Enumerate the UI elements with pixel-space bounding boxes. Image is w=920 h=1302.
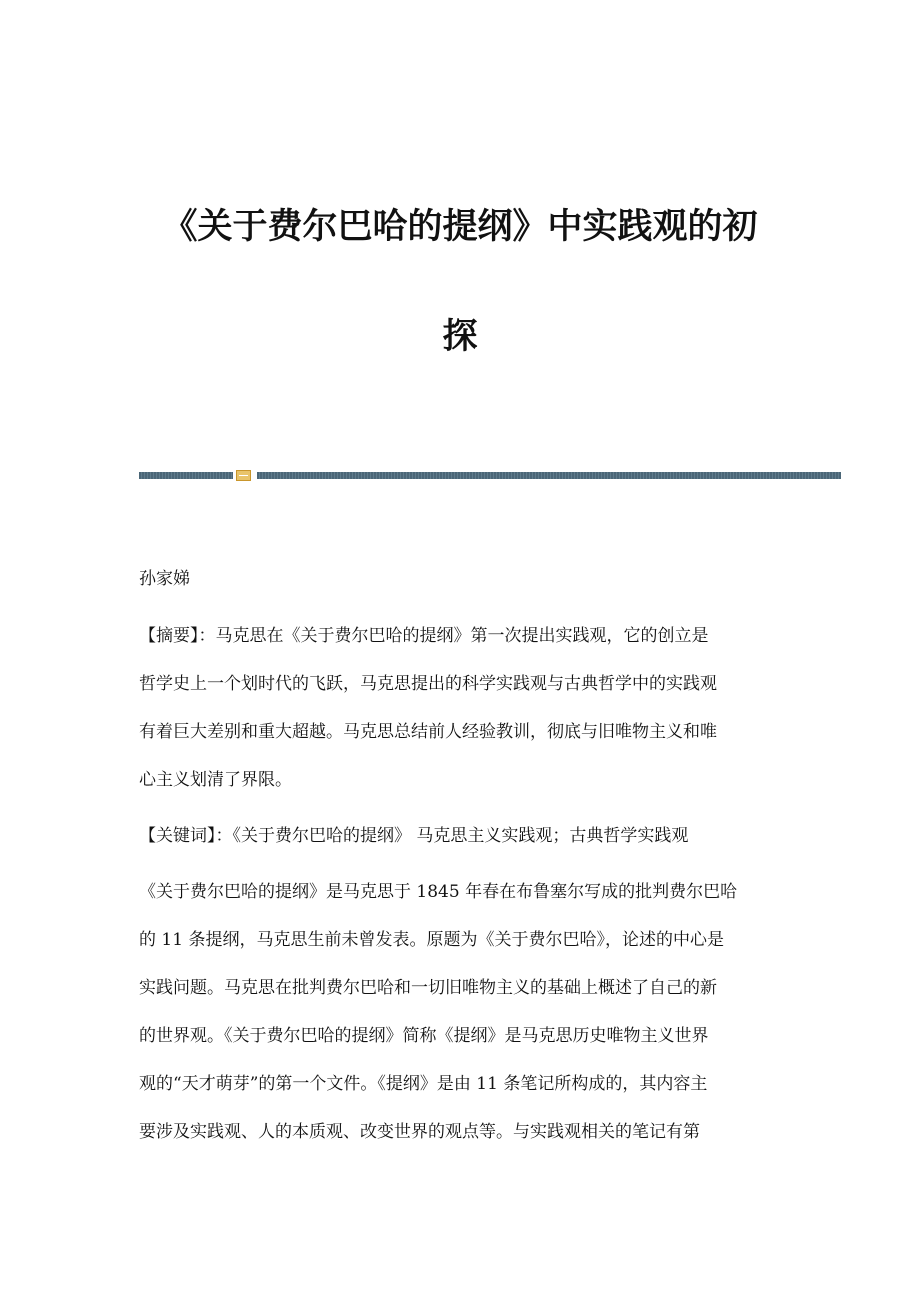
keywords-line: 【关键词】：《关于费尔巴哈的提纲》 马克思主义实践观；古典哲学实践观 [139,826,689,846]
divider-bar-right [257,472,841,479]
body-line: 的 11 条提纲，马克思生前未曾发表。原题为《关于费尔巴哈》，论述的中心是 [139,930,724,950]
title-line-2: 探 [442,317,478,357]
title-line-1: 《关于费尔巴哈的提纲》中实践观的初 [162,207,758,247]
body-line: 要涉及实践观、人的本质观、改变世界的观点等。与实践观相关的笔记有第 [139,1122,700,1142]
ornament-icon [236,470,251,481]
body-paragraph [139,880,789,1168]
body-line: 《关于费尔巴哈的提纲》是马克思于 1845 年春在布鲁塞尔写成的批判费尔巴哈 [139,882,738,902]
abstract-line: 哲学史上一个划时代的飞跃，马克思提出的科学实践观与古典哲学中的实践观 [139,674,717,694]
body-line: 实践问题。马克思在批判费尔巴哈和一切旧唯物主义的基础上概述了自己的新 [139,978,717,998]
abstract-line: 心主义划清了界限。 [139,770,292,790]
author-name: 孙家娣 [139,569,190,589]
abstract-line: 有着巨大差别和重大超越。马克思总结前人经验教训，彻底与旧唯物主义和唯 [139,722,717,742]
body-line: 观的“天才萌芽”的第一个文件。《提纲》是由 11 条笔记所构成的，其内容主 [139,1074,708,1094]
divider-bar-left [139,472,233,479]
decorative-divider [139,470,841,482]
abstract-line: 【摘要】：马克思在《关于费尔巴哈的提纲》第一次提出实践观，它的创立是 [139,626,709,646]
abstract-paragraph [139,624,789,816]
body-line: 的世界观。《关于费尔巴哈的提纲》简称《提纲》是马克思历史唯物主义世界 [139,1026,709,1046]
